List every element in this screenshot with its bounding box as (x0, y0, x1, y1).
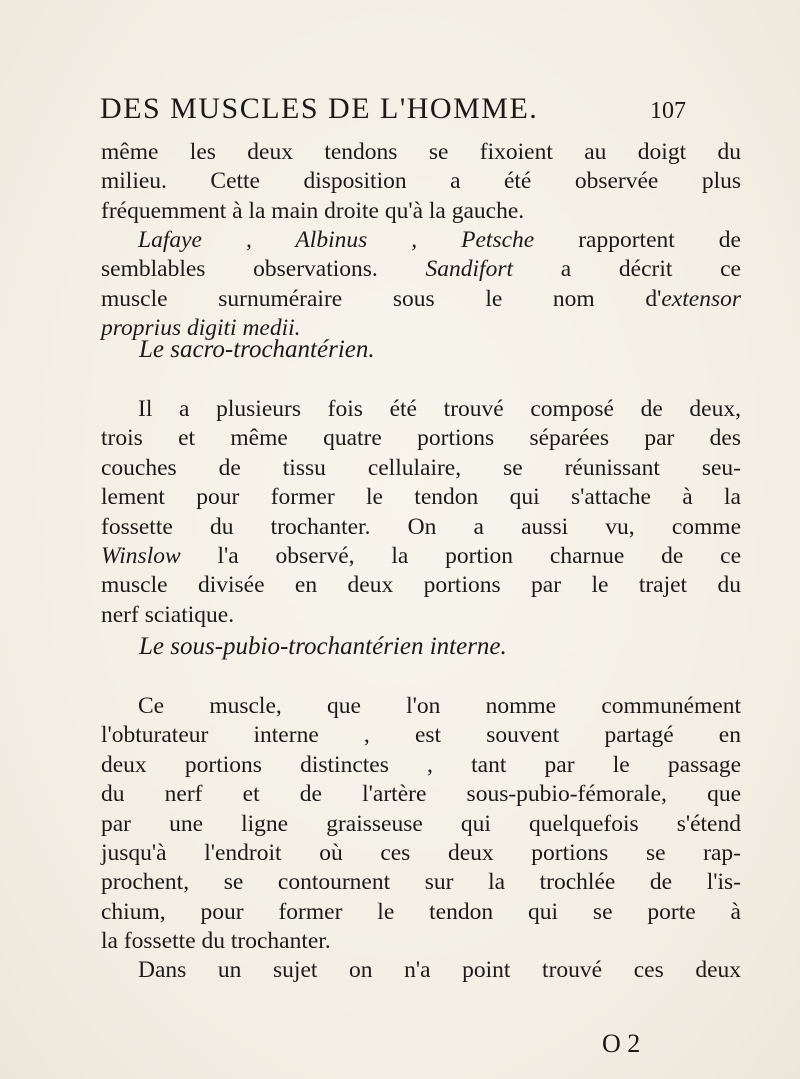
author-name: Sandifort (425, 256, 514, 283)
text-line: jusqu'à l'endroit où ces deux portions se rap- (101, 839, 741, 866)
text-line: Il a plusieurs fois été trouvé composé de deux, (138, 396, 741, 422)
paragraph-continuation (101, 138, 741, 226)
text-line: l'obturateur interne , est souvent partagé en (101, 722, 741, 749)
text-line: la fossette du trochanter. (101, 928, 331, 955)
text-line: prochent, se contournent sur la trochlée de l'is- (101, 869, 741, 896)
text-line: Lafaye , Albinus , Petsche rapportent de (138, 227, 741, 253)
section-heading: Le sous-pubio-trochantérien interne. (139, 633, 507, 660)
text-line: Dans un sujet on n'a point trouvé ces deux (138, 957, 741, 983)
page-number: 107 (650, 98, 686, 124)
text-line: trois et même quatre portions séparées par des (101, 425, 741, 452)
text-line: couches de tissu cellulaire, se réunissant seu- (101, 454, 741, 481)
text-line: fréquemment à la main droite qu'à la gauche. (101, 197, 525, 224)
latin-term: extensor (661, 285, 741, 312)
text-line: lement pour former le tendon qui s'attache à la (101, 484, 741, 511)
text-line: par une ligne graisseuse qui quelquefois s'étend (101, 810, 741, 837)
text-line: muscle divisée en deux portions par le trajet du (101, 572, 741, 599)
signature-mark: O 2 (602, 1029, 641, 1058)
paragraph-final (101, 956, 741, 985)
running-head (100, 92, 740, 128)
text-line: fossette du trochanter. On a aussi vu, comme (101, 513, 741, 540)
author-name: Winslow (101, 542, 181, 569)
text-line: deux portions distinctes , tant par le passage (101, 751, 741, 778)
paragraph-authors (101, 226, 741, 344)
paragraph-sous-pubio-trochanterien (101, 692, 741, 957)
section-heading: Le sacro-trochantérien. (139, 336, 375, 363)
text-line: même les deux tendons se fixoient au doigt du (101, 139, 741, 165)
text-line: du nerf et de l'artère sous-pubio-fémorale, que (101, 781, 741, 808)
author-names: Lafaye , Albinus , Petsche (138, 227, 535, 253)
text-line: chium, pour former le tendon qui se porte à (101, 898, 741, 925)
text-line: milieu. Cette disposition a été observée plus (101, 168, 741, 195)
latin-term-line: proprius digiti medii. (101, 315, 301, 342)
text-line: muscle surnuméraire sous le nom d'extensor (101, 285, 741, 312)
text-line: Winslow l'a observé, la portion charnue de ce (101, 542, 741, 569)
paragraph-sacro-trochanterien (101, 395, 741, 630)
text-line: Ce muscle, que l'on nomme communément (138, 693, 741, 719)
text-line: nerf sciatique. (101, 601, 235, 628)
running-head-title: DES MUSCLES DE L'HOMME. (100, 92, 539, 125)
text-line: semblables observations. Sandifort a décrit ce (101, 256, 741, 283)
